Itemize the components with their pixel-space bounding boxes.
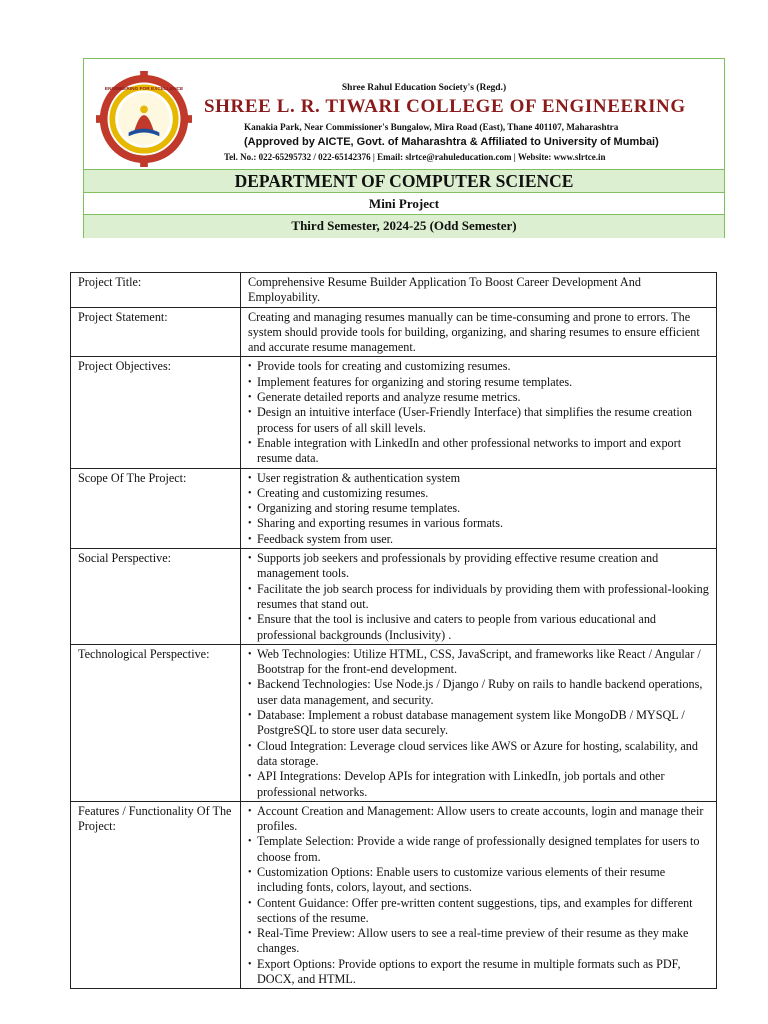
table-row [71, 644, 717, 801]
list-item: • Account Creation and Management: Allow users to create accounts, login and manage their profiles. [248, 804, 710, 835]
row-label: Social Perspective: [71, 549, 241, 645]
list-item: • Supports job seekers and professionals by providing effective resume creation and management tools. [248, 551, 710, 582]
list-item: • User registration & authentication system [248, 471, 710, 486]
technological-cell [241, 644, 717, 801]
list-item: • Feedback system from user. [248, 532, 710, 547]
project-title-value: Comprehensive Resume Builder Application To Boost Career Development And Employability. [241, 273, 717, 308]
list-item: • Backend Technologies: Use Node.js / Django / Ruby on rails to handle backend operations, user data management, and security. [248, 677, 710, 708]
row-label: Features / Functionality Of The Project: [71, 801, 241, 989]
table-row [71, 468, 717, 548]
semester-line: Third Semester, 2024-25 (Odd Semester) [84, 215, 724, 238]
department-title: DEPARTMENT OF COMPUTER SCIENCE [84, 169, 724, 193]
header-top [84, 59, 724, 169]
row-label: Project Objectives: [71, 357, 241, 468]
scope-list [248, 471, 710, 547]
list-item: • API Integrations: Develop APIs for integration with LinkedIn, job portals and other professional networks. [248, 769, 710, 800]
list-item: • Cloud Integration: Leverage cloud services like AWS or Azure for hosting, scalability, and data storage. [248, 739, 710, 770]
list-item: • Implement features for organizing and storing resume templates. [248, 375, 710, 390]
list-item: • Design an intuitive interface (User-Friendly Interface) that simplifies the resume creation process for users of all skill levels. [248, 405, 710, 436]
table-row [71, 801, 717, 989]
college-name: SHREE L. R. TIWARI COLLEGE OF ENGINEERING [204, 96, 686, 117]
scope-cell [241, 468, 717, 548]
social-cell [241, 549, 717, 645]
list-item: • Content Guidance: Offer pre-written content suggestions, tips, and examples for different sections of the resume. [248, 896, 710, 927]
society-name: Shree Rahul Education Society's (Regd.) [341, 83, 507, 93]
approval-note: (Approved by AICTE, Govt. of Maharashtra & Affiliated to University of Mumbai) [244, 136, 659, 148]
row-label: Scope Of The Project: [71, 468, 241, 548]
objectives-cell [241, 357, 717, 468]
table-row [71, 549, 717, 645]
table-row [71, 307, 717, 357]
row-label: Technological Perspective: [71, 644, 241, 801]
table-row [71, 273, 717, 308]
college-header [83, 58, 725, 238]
list-item: • Facilitate the job search process for individuals by providing them with professional-looking resumes that stand out. [248, 582, 710, 613]
list-item: • Sharing and exporting resumes in various formats. [248, 516, 710, 531]
list-item: • Provide tools for creating and customizing resumes. [248, 359, 710, 374]
contact-line: Tel. No.: 022-65295732 / 022-65142376 | Email: slrtce@rahuleducation.com | Website: www.slrtce.in [224, 152, 606, 162]
list-item: • Web Technologies: Utilize HTML, CSS, JavaScript, and frameworks like React / Angular / Bootstrap for the front-end development. [248, 647, 710, 678]
document-subtitle: Mini Project [84, 193, 724, 215]
list-item: • Database: Implement a robust database management system like MongoDB / MYSQL / PostgreSQL to store user data securely. [248, 708, 710, 739]
list-item: • Enable integration with LinkedIn and other professional networks to import and export resume data. [248, 436, 710, 467]
project-statement-value: Creating and managing resumes manually can be time-consuming and prone to errors. The system should provide tools for building, organizing, and sharing resumes to ensure efficient and accurate resume management. [241, 307, 717, 357]
objectives-list [248, 359, 710, 466]
list-item: • Customization Options: Enable users to customize various elements of their resume including fonts, colors, layout, and sections. [248, 865, 710, 896]
list-item: • Real-Time Preview: Allow users to see a real-time preview of their resume as they make changes. [248, 926, 710, 957]
social-list [248, 551, 710, 643]
technological-list [248, 647, 710, 800]
list-item: • Template Selection: Provide a wide range of professionally designed templates for users to choose from. [248, 834, 710, 865]
row-label: Project Title: [71, 273, 241, 308]
list-item: • Organizing and storing resume templates. [248, 501, 710, 516]
features-list [248, 804, 710, 988]
list-item: • Export Options: Provide options to export the resume in multiple formats such as PDF, DOCX, and HTML. [248, 957, 710, 988]
list-item: • Generate detailed reports and analyze resume metrics. [248, 390, 710, 405]
table-row [71, 357, 717, 468]
college-address: Kanakia Park, Near Commissioner's Bungalow, Mira Road (East), Thane 401107, Maharashtra [244, 122, 619, 132]
features-cell [241, 801, 717, 989]
project-details-table [70, 272, 717, 989]
list-item: • Ensure that the tool is inclusive and caters to people from various educational and professional backgrounds (Inclusivity) . [248, 612, 710, 643]
list-item: • Creating and customizing resumes. [248, 486, 710, 501]
logo-motto: ENGINEERING FOR EXCELLENCE [104, 87, 184, 93]
row-label: Project Statement: [71, 307, 241, 357]
